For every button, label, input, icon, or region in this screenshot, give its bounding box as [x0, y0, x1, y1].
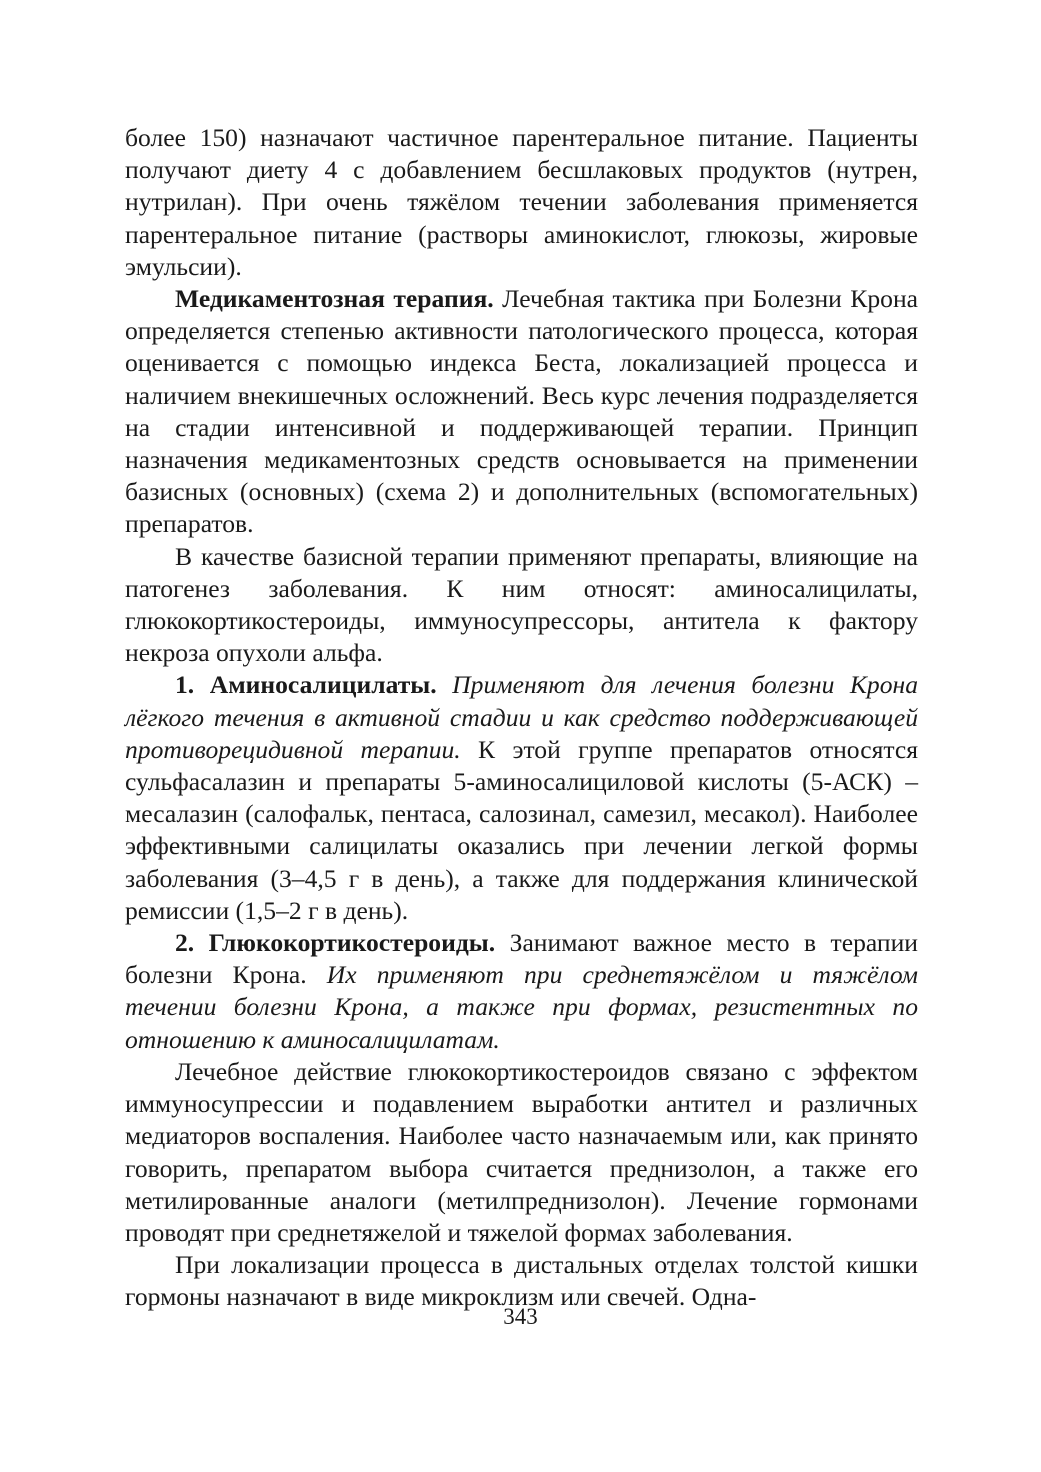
paragraph-glucocorticoids: [125, 927, 918, 1056]
paragraph-text: К этой группе препаратов относятся сульфасалазин и препараты 5-аминосалициловой кислоты (5-АСК) – месалазин (салофальк, пентаса, салозинал, самезил, месакол). Наиболее эффективными салицилаты оказались при лечении легкой формы заболевания (3–4,5 г в день), а также для поддержания клинической ремиссии (1,5–2 г в день).: [125, 734, 918, 925]
page-number: 343: [503, 1304, 538, 1329]
italic-text: Применяют для лечения болезни Крона лёгкого течения в активной стадии и как средство поддерживающей противорецидивной терапии.: [125, 670, 918, 764]
paragraph-text: более 150) назначают частичное парентеральное питание. Пациенты получают диету 4 с добавлением бесшлаковых продуктов (нутрен, нутрилан). При очень тяжёлом течении заболевания применяется парентеральное питание (растворы аминокислот, глюкозы, жировые эмульсии).: [125, 123, 918, 281]
section-heading: 1. Аминосалицилаты.: [175, 670, 437, 700]
paragraph-aminosalicylates: [125, 669, 918, 927]
paragraph-nutrition: [125, 122, 918, 283]
paragraph-drug-therapy: [125, 283, 918, 541]
paragraph-glucocorticoid-action: [125, 1056, 918, 1249]
paragraph-text: При локализации процесса в дистальных отделах толстой кишки гормоны назначают в виде микроклизм или свечей. Одна-: [125, 1250, 918, 1312]
section-heading: Медикаментозная терапия.: [175, 284, 494, 314]
paragraph-text: Занимают важное место в терапии болезни Крона.: [125, 928, 919, 990]
page-body: [125, 122, 918, 1314]
paragraph-text: Лечебное действие глюкокортикостероидов связано с эффектом иммуносупрессии и подавлением выработки антител и различных медиаторов воспаления. Наиболее часто назначаемым или, как принято говорить, препаратом выбора считается преднизолон, а также его метилированные аналоги (метилпреднизолон). Лечение гормонами проводят при среднетяжелой и тяжелой формах заболевания.: [125, 1056, 918, 1247]
paragraph-text: Лечебная тактика при Болезни Крона определяется степенью активности патологического процесса, которая оценивается с помощью индекса Беста, локализацией процесса и наличием внекишечных осложнений. Весь курс лечения подразделяется на стадии интенсивной и поддерживающей терапии. Принцип назначения медикаментозных средств основывается на применении базисных (основных) (схема 2) и дополнительных (вспомогательных) препаратов.: [125, 284, 918, 539]
paragraph-basic-therapy: [125, 541, 918, 670]
italic-text: Их применяют при среднетяжёлом и тяжёлом течении болезни Крона, а также при формах, резистентных по отношению к аминосалицилатам.: [125, 960, 918, 1054]
paragraph-text: В качестве базисной терапии применяют препараты, влияющие на патогенез заболевания. К ним относят: аминосалицилаты, глюкокортикостероиды, иммуносупрессоры, антитела к фактору некроза опухоли альфа.: [125, 541, 918, 668]
section-heading: 2. Глюкокортикостероиды.: [175, 928, 496, 958]
